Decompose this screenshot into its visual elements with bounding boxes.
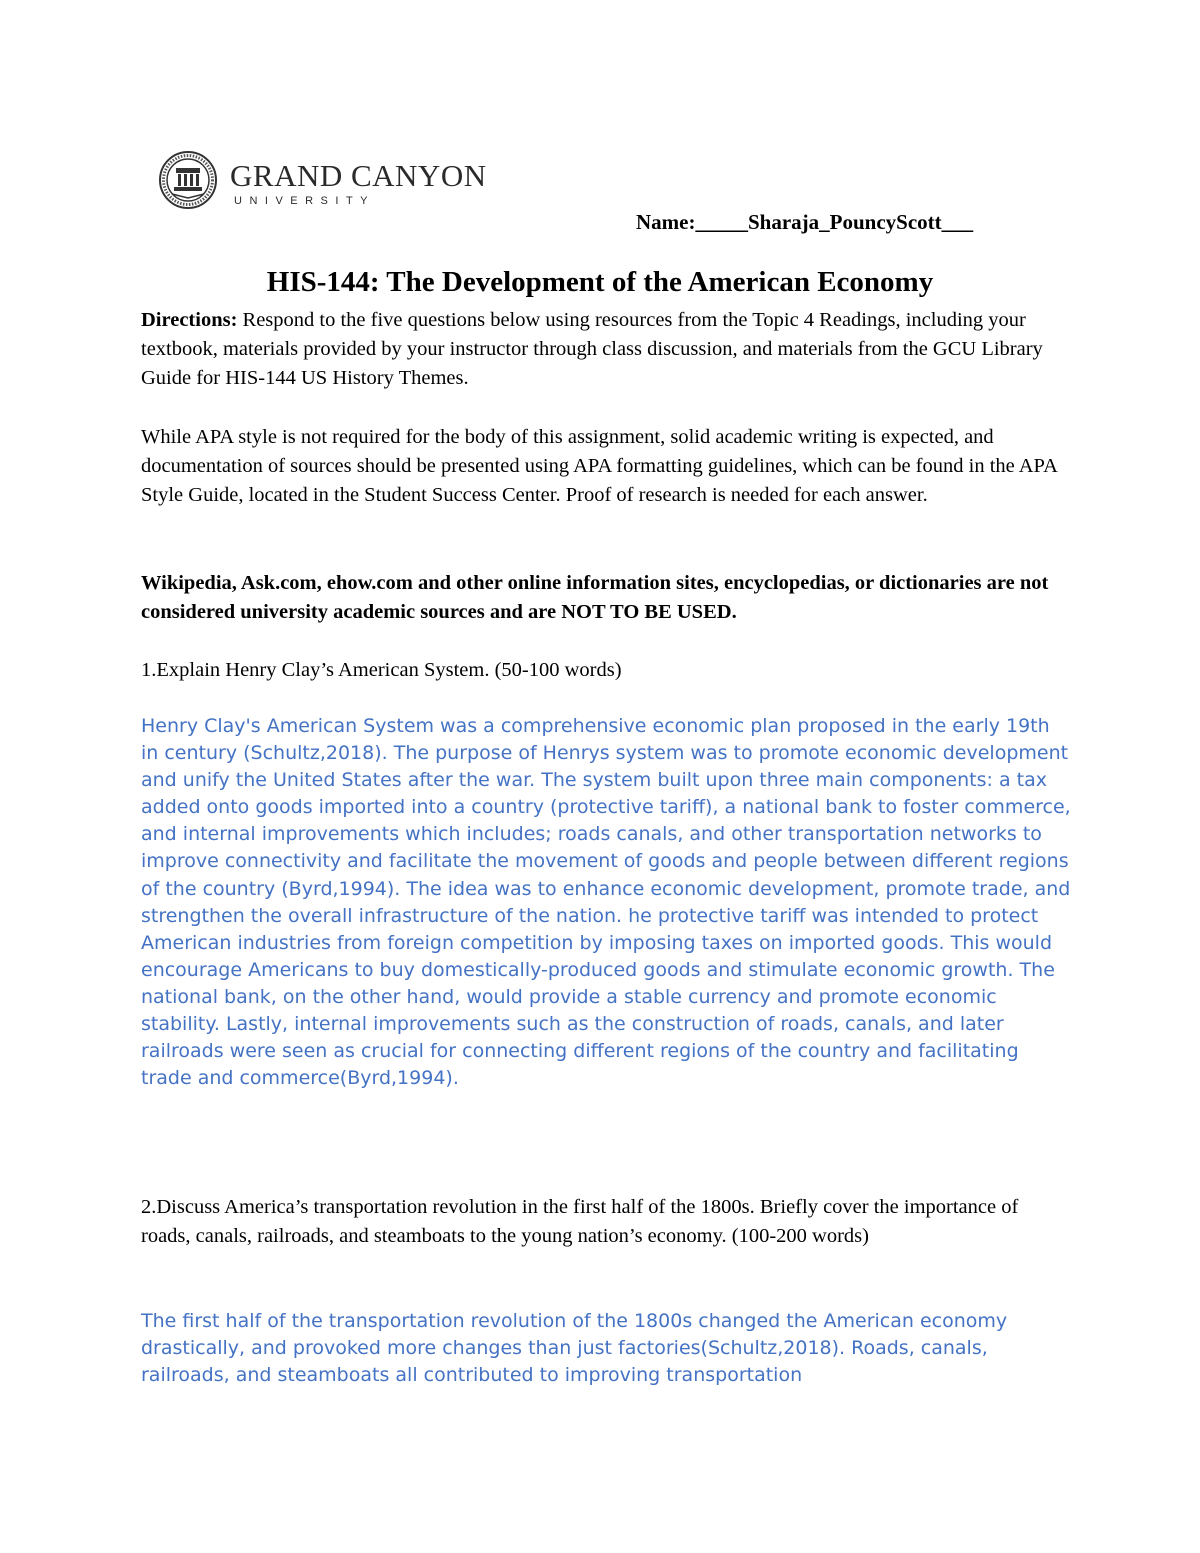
logo-wordmark: GRAND CANYON: [230, 158, 487, 193]
document-title: HIS-144: The Development of the American Economy: [266, 266, 934, 298]
question-1: 1.Explain Henry Clay’s American System. (50-100 words): [141, 659, 622, 681]
question-2: 2.Discuss America’s transportation revolution in the first half of the 1800s. Briefly cover the importance of roads, canals, railroads, and steamboats to the young nation’s economy. (100-200 words): [141, 1196, 1019, 1247]
answer-1: Henry Clay's American System was a comprehensive economic plan proposed in the early 19th in century (Schultz,2018). The purpose of Henrys system was to promote economic development and unify the United States after the war. The system built upon three main components: a tax added onto goods imported into a country (protective tariff), a national bank to foster commerce, and internal improvements which includes; roads canals, and other transportation networks to improve connectivity and facilitate the movement of goods and people between different regions of the country (Byrd,1994). The idea was to enhance economic development, promote trade, and strengthen the overall infrastructure of the nation. he protective tariff was intended to protect American industries from foreign competition by imposing taxes on imported goods. This would encourage Americans to buy domestically-produced goods and stimulate economic growth. The national bank, on the other hand, would provide a stable currency and promote economic stability. Lastly, internal improvements such as the construction of roads, canals, and later railroads were seen as crucial for connecting different regions of the country and facilitating trade and commerce(Byrd,1994).: [141, 715, 1071, 1090]
apa-note-paragraph: While APA style is not required for the body of this assignment, solid academic writing is expected, and documentation of sources should be presented using APA formatting guidelines, which can be found in the APA Style Guide, located in the Student Success Center. Proof of research is needed for each answer.: [141, 426, 1057, 506]
student-name-line: Name:_____Sharaja_PouncyScott___: [636, 210, 974, 234]
university-seal-icon: [158, 150, 222, 214]
directions-label: Directions:: [141, 309, 238, 331]
logo-subtitle: UNIVERSITY: [234, 195, 376, 207]
university-logo: [158, 150, 487, 212]
directions-text: Respond to the five questions below using resources from the Topic 4 Readings, including your textbook, materials provided by your instructor through class discussion, and materials from the GCU Library Guide for HIS-144 US History Themes.: [141, 309, 1043, 389]
sources-warning: Wikipedia, Ask.com, ehow.com and other online information sites, encyclopedias, or dictionaries are not considered university academic sources and are NOT TO BE USED.: [141, 572, 1049, 623]
directions-paragraph: [141, 306, 1071, 393]
answer-2: The first half of the transportation revolution of the 1800s changed the American economy drastically, and provoked more changes than just factories(Schultz,2018). Roads, canals, railroads, and steamboats all contributed to improving transportation: [141, 1310, 1008, 1387]
